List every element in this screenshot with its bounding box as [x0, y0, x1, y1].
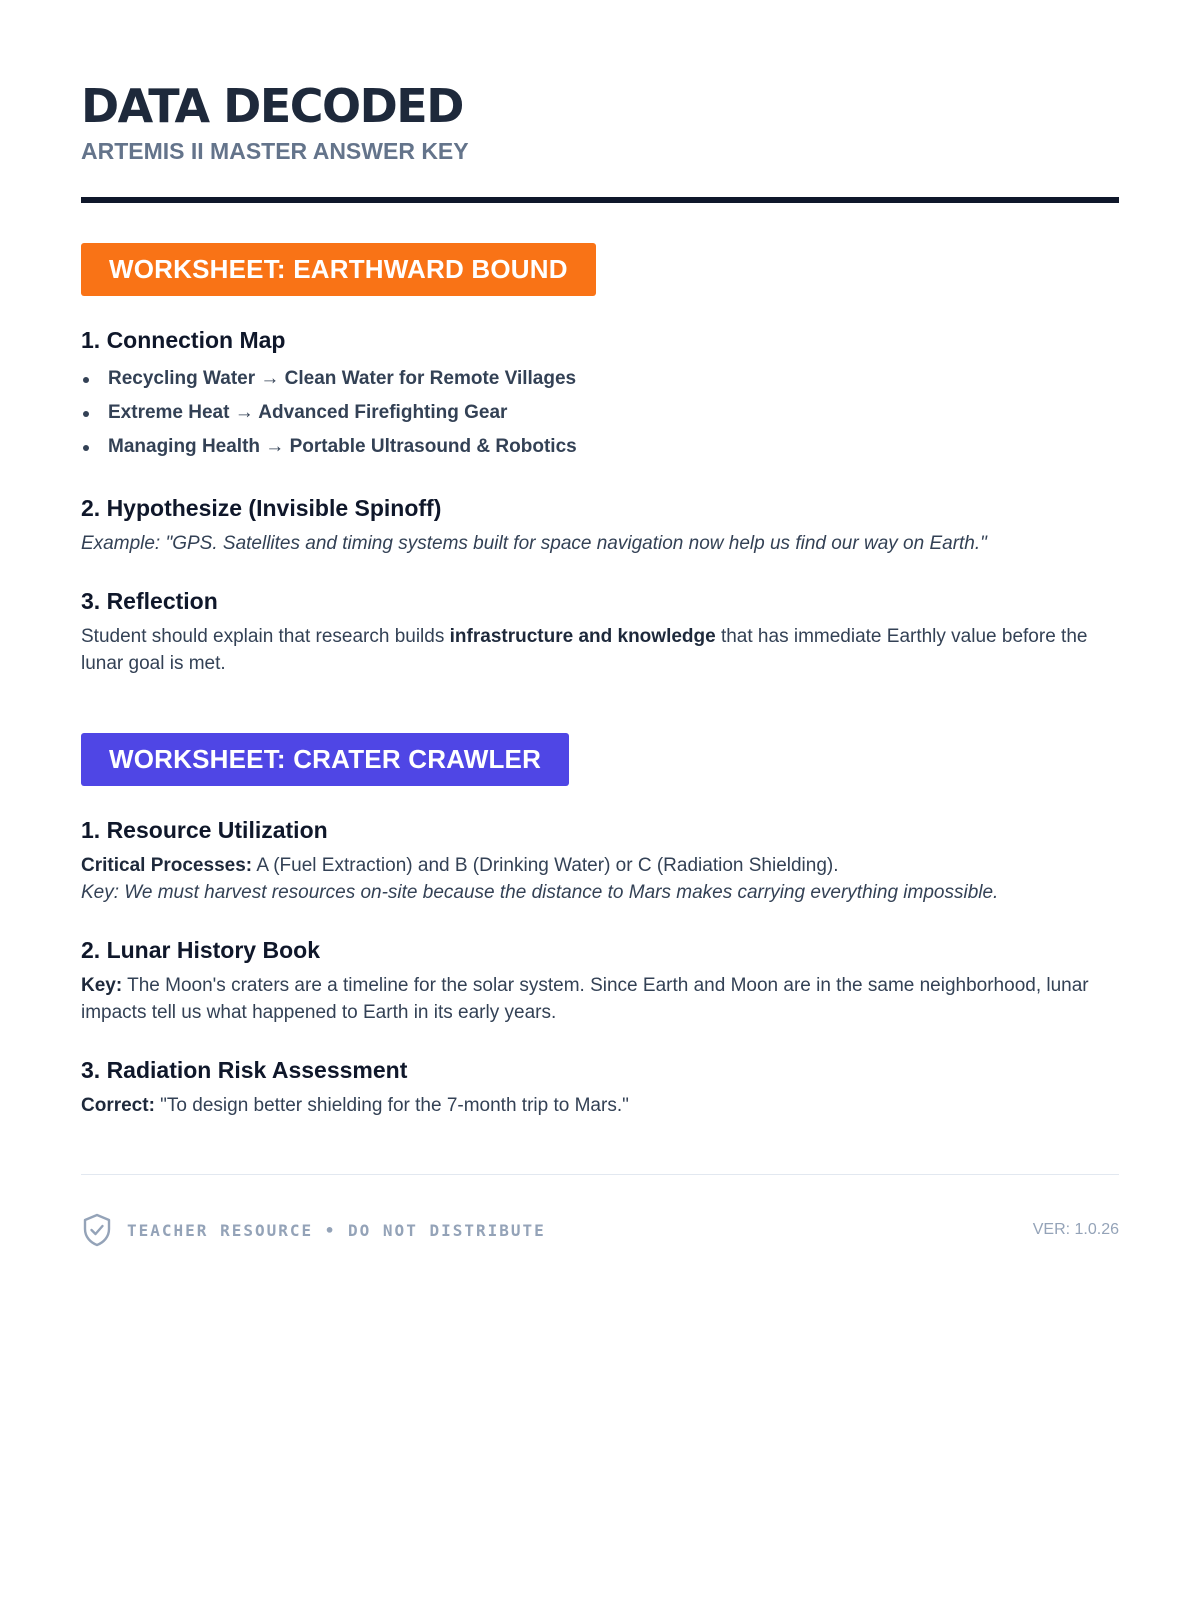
footer-label: TEACHER RESOURCE • DO NOT DISTRIBUTE	[127, 1220, 546, 1240]
question-title: 3. Radiation Risk Assessment	[81, 1057, 408, 1083]
answer-text: that has immediate Earthly value before the lunar goal is met.	[81, 626, 1088, 674]
page-title: DATA DECODED	[81, 79, 463, 133]
version-label: VER: 1.0.26	[1032, 1221, 1119, 1238]
shield-check-icon	[81, 1213, 113, 1247]
question-lunar-history	[81, 935, 1119, 1026]
list-item: Recycling Water → Clean Water for Remote Villages	[81, 362, 1119, 396]
worksheet-banner: WORKSHEET: EARTHWARD BOUND	[81, 243, 596, 296]
worksheet-banner: WORKSHEET: CRATER CRAWLER	[81, 733, 569, 786]
page-subtitle: ARTEMIS II MASTER ANSWER KEY	[81, 138, 469, 164]
document-footer	[81, 1212, 1119, 1248]
list-item: Managing Health → Portable Ultrasound & Robotics	[81, 430, 1119, 464]
resource-answer	[81, 852, 1119, 906]
answer-lead: Critical Processes:	[81, 855, 253, 876]
worksheet-crater-crawler	[81, 733, 1119, 1119]
question-title: 3. Reflection	[81, 588, 218, 614]
question-title: 2. Hypothesize (Invisible Spinoff)	[81, 495, 442, 521]
answer-emphasis: infrastructure and knowledge	[449, 626, 716, 647]
question-title: 1. Connection Map	[81, 327, 286, 353]
reflection-answer	[81, 623, 1119, 677]
lunar-history-answer	[81, 972, 1119, 1026]
question-title: 2. Lunar History Book	[81, 937, 320, 963]
radiation-answer	[81, 1092, 1119, 1119]
answer-text: "To design better shielding for the 7-month trip to Mars."	[154, 1095, 629, 1116]
answer-lead: Correct:	[81, 1095, 155, 1116]
answer-key-note: Key: We must harvest resources on-site because the distance to Mars makes carrying everything impossible.	[81, 882, 999, 903]
header-divider	[81, 197, 1119, 203]
list-item: Extreme Heat → Advanced Firefighting Gear	[81, 396, 1119, 430]
question-radiation-risk	[81, 1055, 1119, 1119]
answer-text: Student should explain that research builds	[81, 626, 450, 647]
question-hypothesize	[81, 493, 1119, 557]
footer-notice	[81, 1213, 546, 1247]
example-answer: Example: "GPS. Satellites and timing systems built for space navigation now help us find our way on Earth."	[81, 533, 987, 554]
footer-divider	[81, 1174, 1119, 1175]
question-reflection	[81, 586, 1119, 677]
question-connection-map	[81, 325, 1119, 464]
question-resource-utilization	[81, 815, 1119, 906]
answer-lead: Key:	[81, 975, 123, 996]
connection-list	[81, 362, 1119, 464]
question-title: 1. Resource Utilization	[81, 817, 328, 843]
answer-text: A (Fuel Extraction) and B (Drinking Water) or C (Radiation Shielding).	[252, 855, 839, 876]
document-header	[81, 78, 1119, 203]
answer-text: The Moon's craters are a timeline for the solar system. Since Earth and Moon are in the same neighborhood, lunar impacts tell us what happened to Earth in its early years.	[81, 975, 1089, 1023]
worksheet-earthward-bound	[81, 243, 1119, 677]
